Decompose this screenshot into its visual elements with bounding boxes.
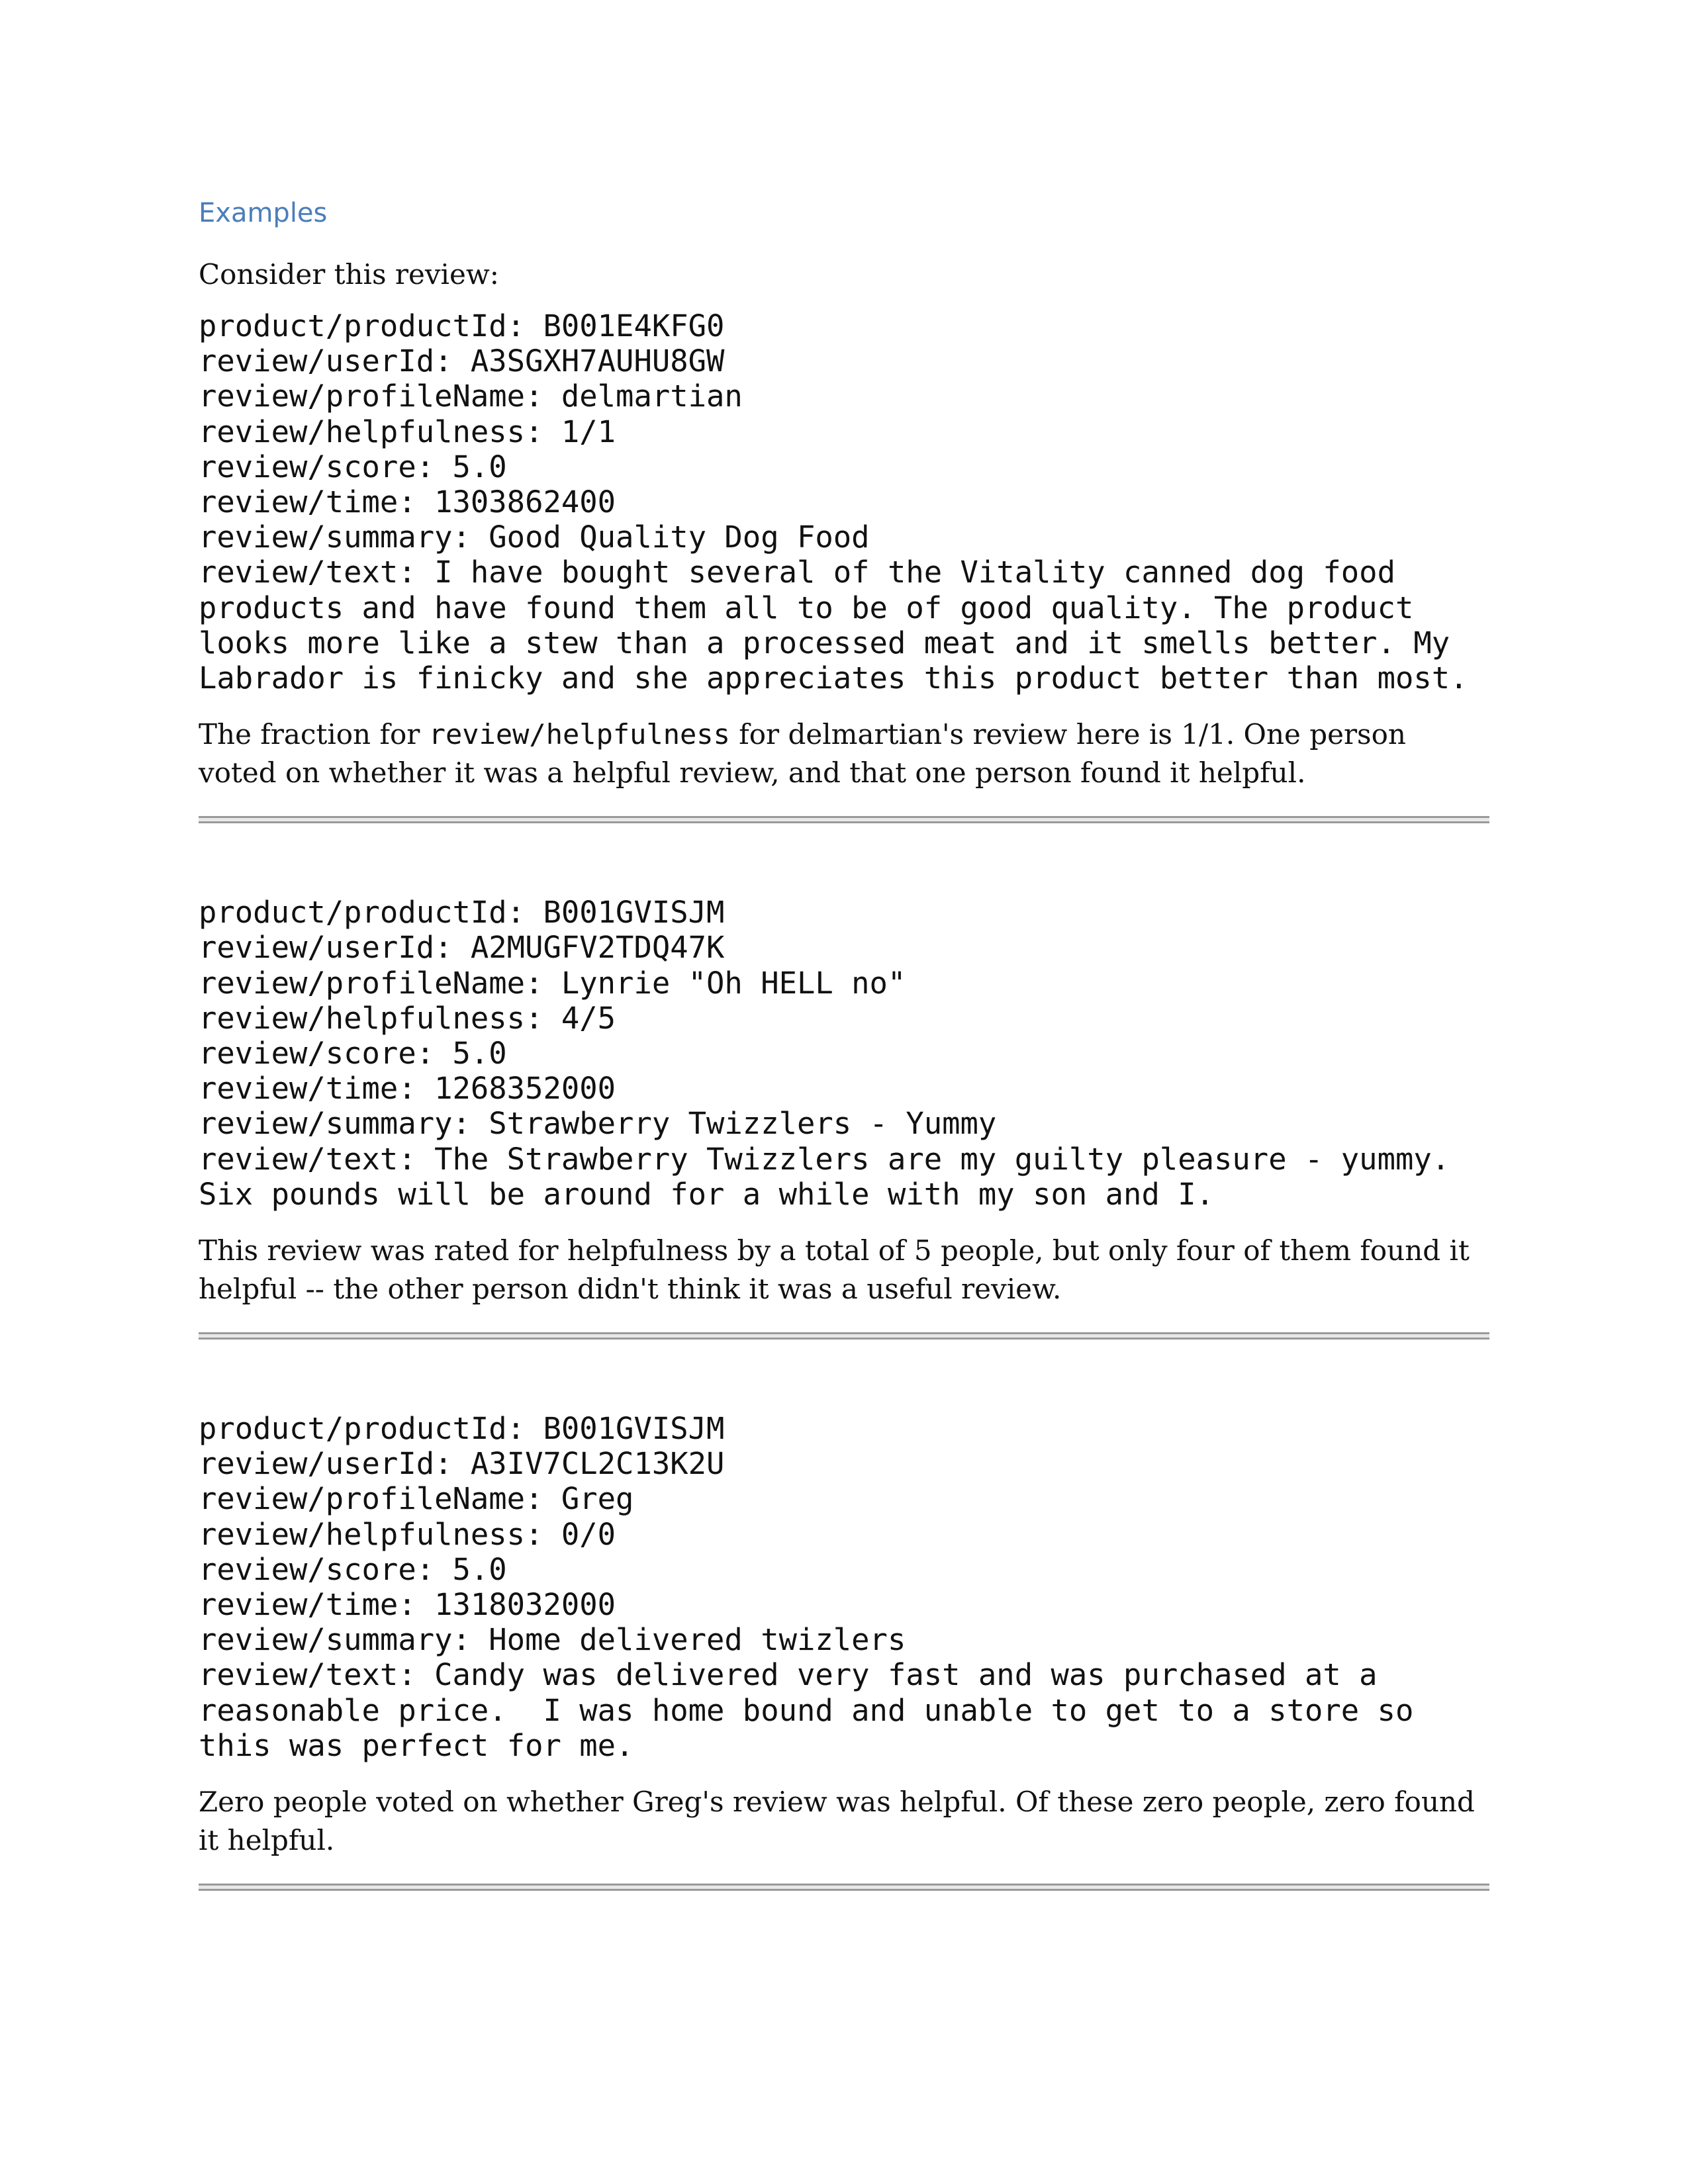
spacer bbox=[199, 823, 1489, 895]
review-example-2 bbox=[199, 895, 1489, 1340]
section-heading: Examples bbox=[199, 198, 328, 228]
review-explanation bbox=[199, 715, 1489, 792]
intro-text: Consider this review: bbox=[199, 258, 499, 291]
review-record: product/productId: B001E4KFG0 review/userId: A3SGXH7AUHU8GW review/profileName: delmartian review/helpfulness: 1/1 review/score: 5.0 review/time: 1303862400 review/summary: Good Quality Dog Food review/text: I have bought several of the Vitality canned dog food products and have found them all to be of good quality. The product looks more like a stew than a processed meat and it smells better. My Labrador is finicky and she appreciates this product better than most. bbox=[199, 308, 1468, 696]
review-record: product/productId: B001GVISJM review/userId: A3IV7CL2C13K2U review/profileName: Greg review/helpfulness: 0/0 review/score: 5.0 review/time: 1318032000 review/summary: Home delivered twizlers review/text: Candy was delivered very fast and was purchased at a reasonable price. I was home bound and unable to get to a store so this was perfect for me. bbox=[199, 1411, 1414, 1763]
explanation-text: The fraction for bbox=[199, 718, 429, 751]
review-record: product/productId: B001GVISJM review/userId: A2MUGFV2TDQ47K review/profileName: Lynrie "Oh HELL no" review/helpfulness: 4/5 review/score: 5.0 review/time: 1268352000 review/summary: Strawberry Twizzlers - Yummy review/text: The Strawberry Twizzlers are my guilty pleasure - yummy. Six pounds will be around for a while with my son and I. bbox=[199, 895, 1450, 1212]
review-explanation: Zero people voted on whether Greg's review was helpful. Of these zero people, zero found it helpful. bbox=[199, 1786, 1475, 1857]
document-page bbox=[199, 196, 1489, 1891]
horizontal-rule bbox=[199, 1884, 1489, 1891]
spacer bbox=[199, 1340, 1489, 1411]
explanation-text: for delmartian's review here is 1/1. One person voted on whether it was a helpful review, and that one person found it helpful. bbox=[199, 718, 1406, 790]
review-example-1 bbox=[199, 308, 1489, 823]
horizontal-rule bbox=[199, 1332, 1489, 1340]
review-explanation: This review was rated for helpfulness by a total of 5 people, but only four of them found it helpful -- the other person didn't think it was a useful review. bbox=[199, 1234, 1470, 1306]
inline-code: review/helpfulness bbox=[428, 718, 730, 751]
horizontal-rule bbox=[199, 816, 1489, 823]
review-example-3 bbox=[199, 1411, 1489, 1891]
